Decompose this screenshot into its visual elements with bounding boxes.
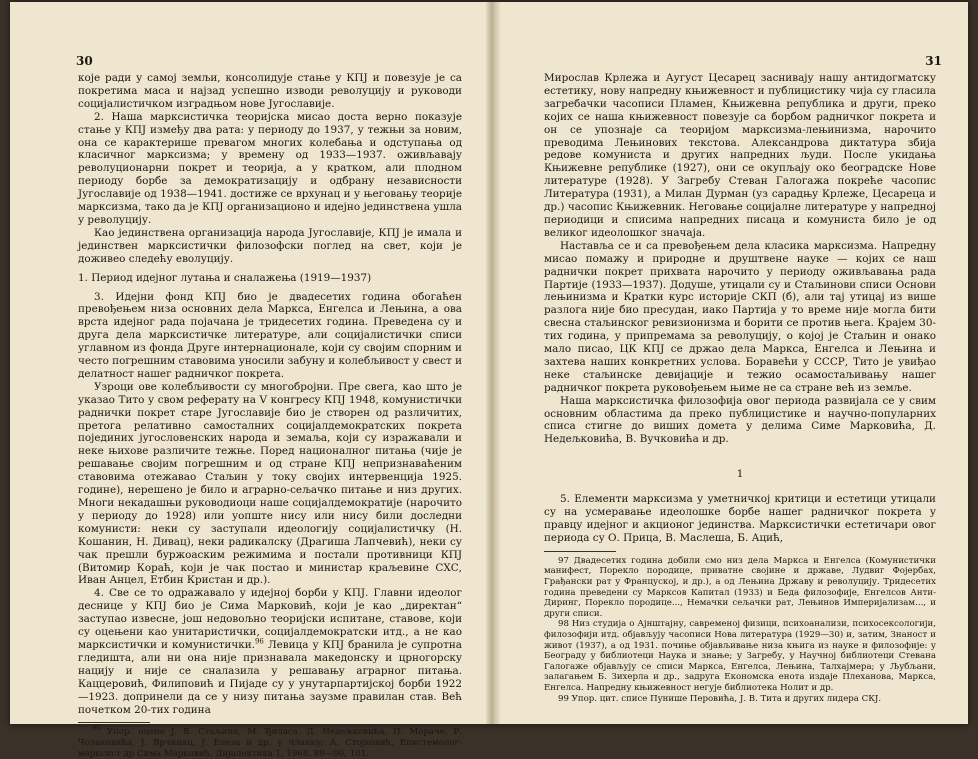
- page-number-right: 31: [925, 54, 942, 68]
- section-number: 1: [736, 468, 744, 481]
- paragraph: Узроци ове колебљивости су многобројни. Пре свега, као што је указао Тито у свом реферату на V конгресу КПЈ 1948, комунистички раднички покрет старе Југославије био је створен од различитих, претога релативно самосталних социјалдемократских покрета појединих југословенских народа и земаља, који су изражавали и неке њихове различите тежње. Поред националног питања (чије је решавање својим погрешним и од стране КПЈ непризнаваћеним ставовима отежавао Стаљин у току својих интервенција 1925. године), нерешено је било и аграрно-сељачко питање и низ других. Многи некадашњи руководиоци наше социјалдемократије (нарочито у периоду до 1928) или уопште нису или нису били доследни комунисти: неки су заступали идеологију социјалистичку (Н. Кошанин, Н. Дивац), неки радикалску (Драгиша Лапчевић), неки су чак прешли буржоаским режимима и постали противници КПЈ (Витомир Кораћ, који је чак постао и министар краљевине СХС, Иван Анцел, Етбин Кристан и др.).: [78, 380, 462, 587]
- section-heading: 1. Период идејног лутања и сналажења (1919—1937): [78, 271, 372, 284]
- paragraph: 5. Елементи марксизма у уметничкој критици и естетици утицали су на усмеравање идеолошке борбе нашег радничког покрета у правцу идејног и акционог јединства. Марксистички естетичари овог периода су О. Прица, В. Маслеша, Б. Ацић,: [544, 493, 936, 544]
- left-page: [10, 2, 486, 759]
- right-text-column: [544, 72, 936, 704]
- paragraph-text: Левица у КПЈ бранила је супротна гледишта, али ни она није признавала македонску и црногорску нацију и није се сналазила у решавању аграрног питања. Каццеровић, Филиповић и Пијаде су у унутарпартијској борби 1922—1923. допринели да се у низу питања заузме правилан став. Већ почетком 20-тих година: [78, 638, 462, 716]
- paragraph: [78, 587, 462, 716]
- footnote-ref: 96: [254, 637, 264, 646]
- footnote-text: Упор. оцене Ј. В. Стаљина, М. Ђиласа, Д. Недељковића, П. Мораче, Р. Чолаковића, Ј. Врчинац, Ј. Елеза и др. у чланку: А. Стојковић, Епистемолог-марксист др Сима Марковић, Дијалектика 1, 1968, 89—90, 101.: [78, 727, 462, 759]
- left-text-column: [78, 72, 462, 759]
- paragraph-text: 4. Све се то одражавало у идејној борби у КПЈ. Главни идеолог деснице у КПЈ био је Сима Марковић, који је као „директан“ заступао извесне, још недовољно теоријски испитане, ставове, који су оцењени као унитаристички, социјалдемократски итд., а не као марксистички и комунистички.: [78, 587, 462, 651]
- footnote: 98 Низ студија о Ајнштајну, савременој физици, психоанализи, психосексологији, филозофији итд. објављују часописи Нова литература (1929—30) и, затим, Знаност и живот (1937), а од 1931. почиње објављивање низа књига из науке и филозофије: у Београду у библиотеци Наука и знање; у Загребу, у Научној библиотеци Стевана Галогаже објављују се списи Маркса, Енгелса, Лењина, Талхајмера; у Љубљани, залагањем Б. Зихерла и др., задруга Економска енота издаје Плеханова, Маркса, Енгелса. Напредну књижевност негује библиотека Нолит и др.: [544, 619, 936, 693]
- right-page: [500, 2, 968, 724]
- book-spread: [10, 2, 968, 759]
- paragraph: Наша марксистичка филозофија овог периода развијала се у свим основним областима да преко публицистике и научно-популарних списа стигне до виших домета у делима Симе Марковића, Д. Недељковића, В. Вучковића и др.: [544, 394, 936, 446]
- page-number-left: 30: [76, 54, 93, 68]
- footnote-rule: [78, 722, 150, 723]
- paragraph: које ради у самој земљи, консолидује стање у КПЈ и повезује је са покретима маса и најзад успешно изводи револуцију и руководи социјалистичком изградњом нове Југославије.: [78, 72, 462, 110]
- paragraph: 3. Идејни фонд КПЈ био је двадесетих година обогаћен превођењем низа основних дела Маркса, Енгелса и Лењина, а ова врста идејног рада појачана је тридесетих година. Преведена су и друга дела марксистичке литературе, али социјалистички списи углавном из фонда Друге интернационале, који су својим спорним и често погрешним ставовима уносили забуну и колебљивост у свест и делатност нашег радничког покрета.: [78, 290, 462, 380]
- footnote: 97 Двадесетих година добили смо низ дела Маркса и Енгелса (Комунистички манифест, Порекло породице, приватне својине и државе, Лудвиг Фојербах, Грађански рат у Француској, и др.), а од Лењина Државу и револуцију. Тридесетих година преведени су Марксов Капитал (1933) и Беда филозофије, Енгелсов Анти-Диринг, Порекло породице..., Немачки сељачки рат, Лењинов Империјализам..., и други списи.: [544, 555, 936, 619]
- paragraph: Мирослав Крлежа и Аугуст Цесарец засниваjу нашу антидогматску естетику, нову напредну књижевност и публицистику чија су гласила загребачки часописи Пламен, Књижевна република и други, преко којих се наша књижевност повезује са борбом радничког покрета и он се упознаје са теоријом марксизма-лењинизма, нарочито преводима Лењинових текстова. Александрова диктатура збија редове комуниста и других напредних људи. После укидања Књижевне републике (1927), они се окупљају око београдске Нове литературе (1928). У Загребу Стеван Галогажа покреће часопис Литература (1931), а Милан Дурман (уз сарадњу Крлеже, Цесареца и др.) часопис Књижевник. Неговање социјалне литературе у напредној периодици и списима напредних писаца и комуниста било је од великог идеолошког значаја.: [544, 72, 936, 239]
- paragraph: Као јединствена организација народа Југославије, КПЈ је имала и јединствен марксистички филозофски поглед на свет, који је доживео следећу еволуцију.: [78, 226, 462, 265]
- footnote: [78, 724, 462, 759]
- footnote-rule: [544, 551, 616, 552]
- paragraph: 2. Наша марксистичка теоријска мисао доста верно показује стање у КПЈ између два рата: у периоду до 1937, у тежњи за новим, она се карактерише превагом многих колебања и одступања од класичног марксизма; у времену од 1933—1937. оживљавају револуционарни покрет и теорија, а у кратком, али плодном периоду борбе за демократизацију и одбрану независности Југославије од 1938—1941. достиже се врхунац и у његовању теорије марксизма, тако да је КПЈ организационо и идејно јединствена ушла у револуцију.: [78, 110, 462, 226]
- footnote-number: 96: [92, 724, 101, 733]
- paragraph: Настављa се и са превођењем дела класика марксизма. Напредну мисао помажу и природне и друштвене науке — којих се наш раднички покрет прихвата нарочито у периоду оживљавања рада Партије (1933—1937). Додуше, утицали су и Стаљинови списи Основи лењинизма и Кратки курс историје СКП (б), али тај утицај из више разлога није био пресудан, иако Партија у то време није могла бити свесна стаљинског ревизионизма и борити се против њега. Крајем 30-тих година, у припремама за револуцију, о којој је Стаљин и онако мало писао, ЦК КПЈ се држао дела Маркса, Енгелса и Лењина и захтева наших конкретних услова. Боравећи у СССР, Тито је увиђао неке стаљинске девијације и тежио осамостаљивању нашег радничког покрета руковођењем њиме не са стране већ из земље.: [544, 239, 936, 394]
- book-gutter: [486, 2, 500, 724]
- footnote: 99 Упор. цит. списе Пунише Перовића, Ј. В. Тита и других лидера СКЈ.: [558, 693, 882, 704]
